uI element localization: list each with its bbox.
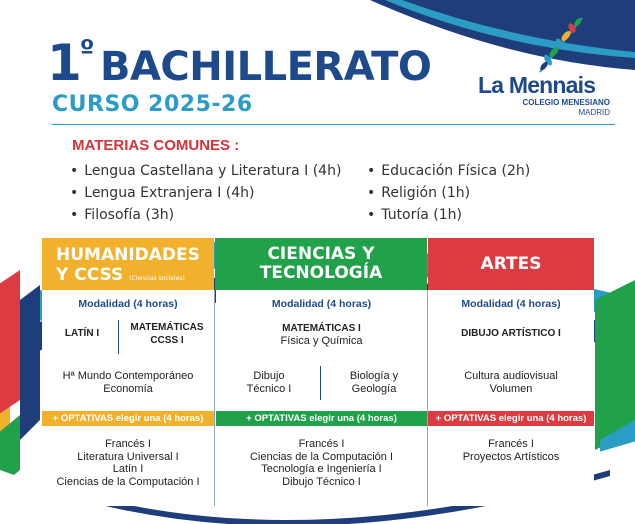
artes-elective: Volumen bbox=[489, 383, 533, 395]
common-subjects-left bbox=[70, 160, 341, 226]
ciencias-elective-dibujo-line1: Dibujo bbox=[253, 370, 285, 382]
ciencias-modalidad: Modalidad (4 horas) bbox=[271, 298, 372, 310]
logo-name: La Mennais bbox=[478, 72, 596, 98]
common-subjects-right bbox=[367, 160, 530, 226]
optativa-item: Literatura Universal I bbox=[77, 450, 179, 463]
page-subtitle: CURSO 2025-26 bbox=[52, 92, 253, 117]
common-subjects-title: MATERIAS COMUNES : bbox=[72, 137, 240, 154]
ciencias-line2: TECNOLOGÍA bbox=[259, 263, 383, 283]
school-logo bbox=[470, 14, 610, 117]
column-header-humanidades bbox=[42, 238, 214, 290]
optativa-item: Dibujo Técnico I bbox=[282, 475, 361, 488]
optativa-item: Proyectos Artísticos bbox=[462, 450, 560, 463]
title-degree: º bbox=[79, 35, 94, 65]
ciencias-core-matematicas: MATEMÁTICAS I bbox=[282, 323, 361, 334]
title-number: 1 bbox=[47, 34, 80, 92]
column-header-artes: ARTES bbox=[428, 238, 594, 290]
optativa-item: Francés I bbox=[488, 438, 534, 450]
artes-elective: Cultura audiovisual bbox=[464, 370, 558, 382]
ciencias-optativas-label: + OPTATIVAS elegir una (4 horas) bbox=[216, 411, 427, 426]
title-divider bbox=[52, 124, 615, 125]
optativa-item: Francés I bbox=[105, 438, 151, 450]
optativa-item: Tecnología e Ingeniería I bbox=[261, 463, 382, 475]
ciencias-elective-biologia-line2: Geología bbox=[351, 383, 397, 395]
olive-branch-icon bbox=[530, 14, 590, 74]
humanidades-optativas-label: + OPTATIVAS elegir una (4 horas) bbox=[42, 411, 214, 426]
optativa-item: Francés I bbox=[298, 438, 345, 450]
column-divider bbox=[214, 290, 215, 506]
logo-city: MADRID bbox=[578, 108, 610, 117]
artes-optativas-list bbox=[428, 438, 594, 463]
common-subject-item: • Filosofía (3h) bbox=[70, 204, 341, 226]
artes-core-dibujo: DIBUJO ARTÍSTICO I bbox=[461, 328, 561, 339]
common-subject-item: • Educación Física (2h) bbox=[367, 160, 530, 182]
ciencias-elective-biologia bbox=[324, 370, 424, 396]
page-title bbox=[47, 34, 431, 92]
artes-optativas-label: + OPTATIVAS elegir una (4 horas) bbox=[428, 411, 594, 426]
humanidades-optativas-list bbox=[42, 438, 214, 488]
ciencias-core bbox=[216, 322, 427, 348]
common-subject-item: • Tutoría (1h) bbox=[367, 204, 530, 226]
common-subject-item: • Lengua Extranjera I (4h) bbox=[70, 182, 341, 204]
humanidades-core-matematicas-line2: CCSS I bbox=[150, 335, 184, 346]
ciencias-core-fisica: Física y Química bbox=[280, 335, 363, 347]
ciencias-elective-biologia-line1: Biología y bbox=[349, 370, 399, 382]
artes-modalidad: Modalidad (4 horas) bbox=[461, 298, 561, 310]
humanidades-line1: HUMANIDADES bbox=[56, 245, 200, 265]
humanidades-core-matematicas-line1: MATEMÁTICAS bbox=[130, 322, 204, 333]
ciencias-optativas-list bbox=[216, 438, 427, 488]
ciencias-line1: CIENCIAS Y bbox=[267, 244, 375, 264]
ciencias-elective-dibujo-line2: Técnico I bbox=[246, 383, 292, 395]
logo-school: COLEGIO MENESIANO bbox=[522, 98, 610, 107]
optativa-item: Ciencias de la Computación I bbox=[56, 475, 200, 488]
humanidades-line2-note: (Ciencias sociales) bbox=[129, 275, 185, 282]
humanidades-core-matematicas bbox=[120, 321, 214, 347]
common-subject-item: • Religión (1h) bbox=[367, 182, 530, 204]
humanidades-elective: Economía bbox=[103, 383, 153, 395]
humanidades-core-divider bbox=[118, 320, 119, 354]
ciencias-elective-dibujo bbox=[222, 370, 316, 396]
humanidades-electives bbox=[42, 370, 214, 396]
title-word: BACHILLERATO bbox=[99, 44, 432, 90]
artes-electives bbox=[428, 370, 594, 396]
column-header-ciencias bbox=[215, 238, 427, 290]
humanidades-elective: Hª Mundo Contemporáneo bbox=[62, 370, 194, 382]
humanidades-core-latin: LATÍN I bbox=[64, 328, 100, 339]
common-subject-item: • Lengua Castellana y Literatura I (4h) bbox=[70, 160, 341, 182]
ciencias-elective-divider bbox=[320, 366, 321, 400]
optativa-item: Latín I bbox=[112, 463, 144, 475]
column-divider bbox=[427, 290, 428, 506]
humanidades-modalidad: Modalidad (4 horas) bbox=[78, 298, 178, 310]
optativa-item: Ciencias de la Computación I bbox=[249, 450, 394, 463]
humanidades-line2 bbox=[56, 265, 214, 289]
humanidades-line2-main: Y CCSS bbox=[56, 265, 124, 285]
